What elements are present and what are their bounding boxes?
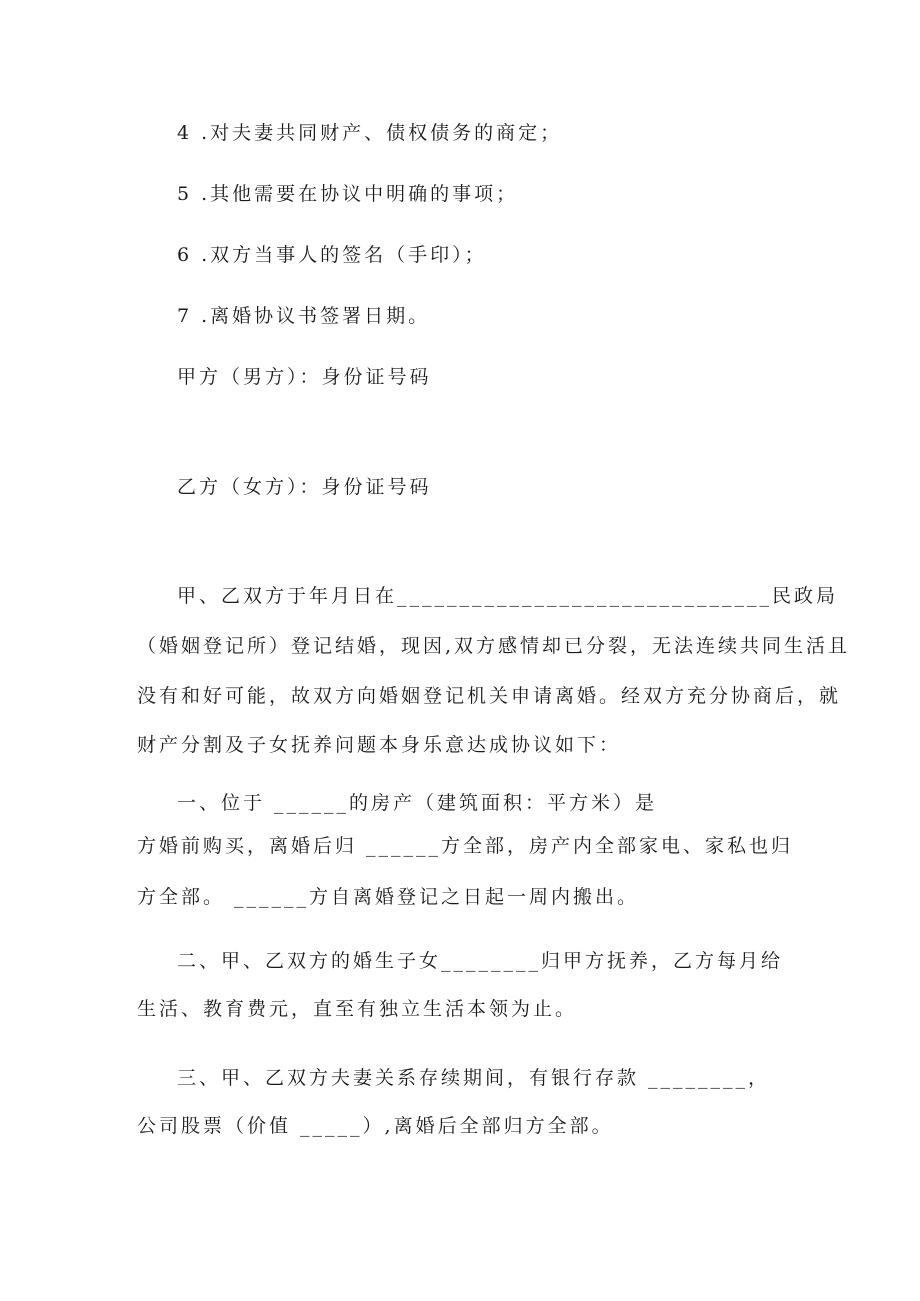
list-item-4: 4 .对夫妻共同财产、债权债务的商定； — [177, 122, 563, 144]
intro-line-4: 财产分割及子女抚养问题本身乐意达成协议如下： — [137, 734, 622, 756]
clause-two-line-1: 二、甲、乙双方的婚生子女________归甲方抚养，乙方每月给 — [177, 950, 784, 972]
clause-one-line-2: 方婚前购买，离婚后归 ______方全部，房产内全部家电、家私也归 — [137, 835, 794, 857]
list-item-5: 5 .其他需要在协议中明确的事项； — [177, 183, 519, 205]
clause-three-line-2: 公司股票（价值 _____）,离婚后全部归方全部。 — [137, 1115, 614, 1137]
list-item-7: 7 .离婚协议书签署日期。 — [177, 305, 431, 327]
clause-one-line-3: 方全部。 ______方自离婚登记之日起一周内搬出。 — [137, 886, 640, 908]
party-b-id-line: 乙方（女方）：身份证号码 — [177, 476, 432, 498]
intro-line-3: 没有和好可能，故双方向婚姻登记机关申请离婚。经双方充分协商后，就 — [137, 685, 842, 707]
party-a-id-line: 甲方（男方）：身份证号码 — [177, 366, 432, 388]
intro-line-2: （婚姻登记所）登记结婚，现因,双方感情却已分裂，无法连续共同生活且 — [137, 635, 851, 657]
clause-one-line-1: 一、位于 ______的房产（建筑面积：平方米）是 — [177, 792, 658, 814]
list-item-6: 6 .双方当事人的签名（手印）； — [177, 244, 487, 266]
clause-two-line-2: 生活、教育费元，直至有独立生活本领为止。 — [137, 998, 578, 1020]
intro-line-1: 甲、乙双方于年月日在______________________________民政局 — [177, 585, 839, 607]
clause-three-line-1: 三、甲、乙双方夫妻关系存续期间，有银行存款 ________， — [177, 1067, 771, 1089]
